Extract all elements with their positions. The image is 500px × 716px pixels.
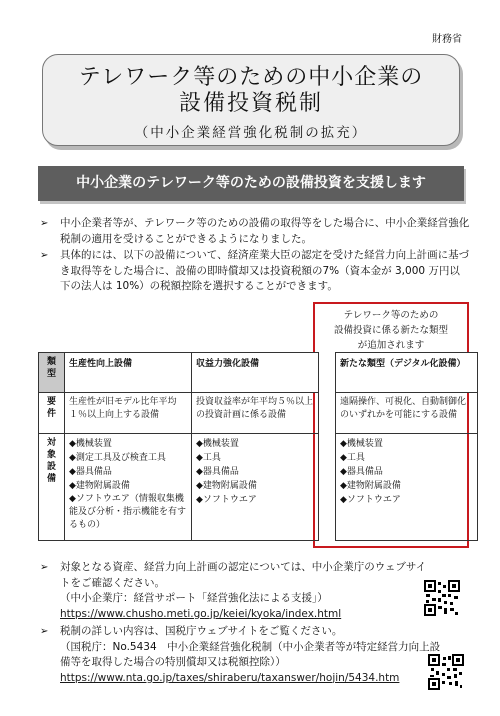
arrow-icon: ➢: [40, 250, 49, 261]
ref1-source: （中小企業庁：経営サポート「経営強化法による支援」）: [60, 592, 328, 604]
spacer: [319, 353, 336, 393]
col3-items: [336, 434, 478, 541]
list-item: [40, 216, 470, 247]
row-label-target: 対象設備: [39, 434, 65, 541]
title-box: [42, 54, 460, 146]
list-item: ◆建物附属設備: [196, 481, 257, 491]
arrow-icon: ➢: [40, 562, 49, 573]
title-line2: 設備投資税制: [178, 91, 323, 116]
list-item: ◆機械装置: [69, 439, 112, 449]
col1-type: 生産性向上設備: [65, 353, 192, 393]
list-item: ◆建物附属設備: [340, 481, 401, 491]
list-item: ◆ソフトウエア（情報収集機能及び分析・指示機能を有するもの）: [69, 494, 187, 530]
equipment-table: [38, 352, 478, 541]
list-item: ◆器具備品: [340, 467, 383, 477]
col1-requirement: 生産性が旧モデル比年平均１％以上向上する設備: [65, 393, 192, 434]
bullet-text: 具体的には、以下の設備について、経済産業大臣の認定を受けた経営力向上計画に基づき取得等をした場合に、設備の即時償却又は投資税額の7%（資本金が 3,000 万円以下の法人は 10%）の税額控除を選択することができます。: [60, 249, 470, 292]
banner: 中小企業のテレワーク等のための設備投資を支援します: [38, 166, 464, 201]
col2-items: [192, 434, 319, 541]
row-label-type: 類型: [39, 353, 65, 393]
col2-type: 収益力強化設備: [192, 353, 319, 393]
table-row: [39, 434, 478, 541]
spacer: [319, 393, 336, 434]
title-subtitle: （中小企業経営強化税制の拡充）: [134, 125, 368, 141]
arrow-icon: ➢: [40, 626, 49, 637]
agency-name: 財務省: [432, 34, 462, 45]
ref1-text: 対象となる資産、経営力向上計画の認定については、中小企業庁のウェブサイトをご確認ください。: [60, 561, 427, 589]
spacer: [319, 434, 336, 541]
bullet-text: 中小企業者等が、テレワーク等のための設備の取得等をした場合に、中小企業経営強化税制の適用を受けることができるようになりました。: [60, 217, 470, 245]
ref1-link[interactable]: https://www.chusho.meti.go.jp/keiei/kyoka/index.html: [60, 607, 342, 620]
ref2-link[interactable]: https://www.nta.go.jp/taxes/shiraberu/taxanswer/hojin/5434.htm: [60, 671, 400, 684]
list-item: ◆機械装置: [340, 439, 383, 449]
list-item: ◆工具: [196, 453, 221, 463]
intro-bullets: [40, 216, 470, 296]
list-item: ◆ソフトウエア: [196, 495, 257, 505]
list-item: ◆工具: [340, 453, 365, 463]
reference-section: [40, 560, 480, 687]
list-item: ◆ソフトウエア: [340, 495, 401, 505]
col3-requirement: 遠隔操作、可視化、自動制御化のいずれかを可能にする設備: [336, 393, 478, 434]
col3-type: 新たな類型（デジタル化設備）: [336, 353, 478, 393]
table-row: [39, 353, 478, 393]
qr-code-icon: [424, 580, 460, 616]
list-item: ◆機械装置: [196, 439, 239, 449]
qr-code-icon: [428, 654, 464, 690]
ref2-text: 税制の詳しい内容は、国税庁ウェブサイトをご覧ください。: [60, 625, 343, 637]
list-item: ◆器具備品: [196, 467, 239, 477]
list-item: [40, 248, 470, 295]
list-item: ◆測定工具及び検査工具: [69, 453, 166, 463]
list-item: [40, 624, 480, 686]
title-line1: テレワーク等のための中小企業の: [78, 65, 424, 90]
list-item: ◆建物附属設備: [69, 481, 130, 491]
table-row: [39, 393, 478, 434]
new-type-note: テレワーク等のための 設備投資に係る新たな類型 が追加されます: [333, 310, 448, 351]
ref2-source: （国税庁：No.5434 中小企業経営強化税制（中小企業者等が特定経営力向上設備等を取得した場合の特別償却又は税額控除））: [60, 640, 441, 668]
col1-items: [65, 434, 192, 541]
arrow-icon: ➢: [40, 218, 49, 229]
list-item: [40, 560, 480, 622]
col2-requirement: 投資収益率が年平均５％以上の投資計画に係る設備: [192, 393, 319, 434]
list-item: ◆器具備品: [69, 467, 112, 477]
row-label-requirement: 要件: [39, 393, 65, 434]
